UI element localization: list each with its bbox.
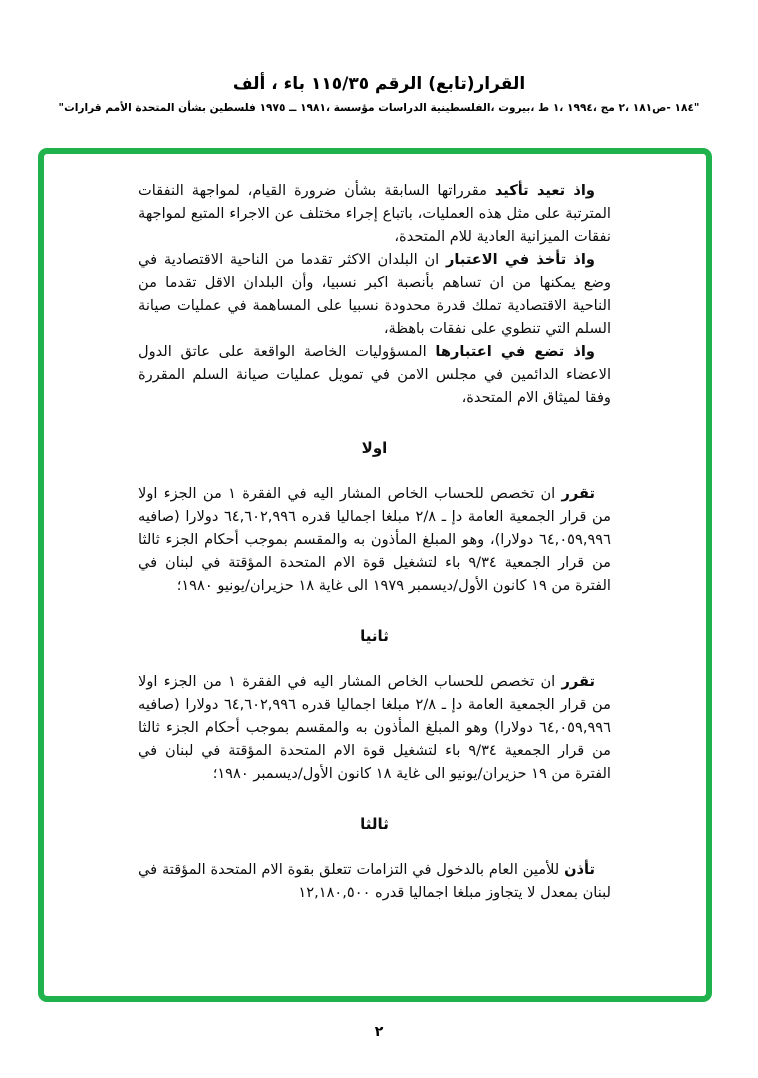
section-heading-second: ثانيا — [360, 627, 389, 645]
source-citation: "قرارات الأمم المتحدة بشأن فلسطين ١٩٧٥ ــ ١٩٨١، مؤسسة الدراسات الفلسطينية، بيروت، ط ١، ١٩٩٤، مج ٢، ص١٨١- ١٨٤" — [58, 102, 700, 114]
paragraph-lead: واذ تضع في اعتبارها — [435, 343, 595, 360]
operative-paragraph — [138, 482, 611, 597]
green-frame — [38, 148, 712, 1002]
paragraph-lead: تأذن — [564, 861, 595, 878]
paragraph-text: للأمين العام بالدخول في التزامات تتعلق بقوة الام المتحدة المؤقتة في لبنان بمعدل لا يتجاوز مبلغا اجماليا قدره ١٢,١٨٠,٥٠٠ — [138, 861, 611, 901]
resolution-body — [44, 154, 706, 904]
paragraph-text: المسؤوليات الخاصة الواقعة على عاتق الدول الاعضاء الدائمين في مجلس الامن في تمويل عمليات صيانة السلم المقررة وفقا لميثاق الام المتحدة، — [138, 343, 611, 406]
operative-paragraph — [138, 670, 611, 785]
paragraph-lead: واذ تعيد تأكيد — [494, 182, 595, 199]
paragraph-text: مقرراتها السابقة بشأن ضرورة القيام، لمواجهة النفقات المترتبة على مثل هذه العمليات، باتباع إجراء مختلف عن الاجراء المتبع لمواجهة نفقات الميزانية العادية للام المتحدة، — [138, 182, 611, 245]
paragraph-text: ان تخصص للحساب الخاص المشار اليه في الفقرة ١ من الجزء اولا من قرار الجمعية العامة دإ ـ ٢/٨ مبلغا اجماليا قدره ٦٤,٦٠٢,٩٩٦ دولارا (صافيه ٦٤,٠٥٩,٩٩٦ دولارا) وهو المبلغ المأذون به والمقسم بموجب أحكام الجزء ثالثا من قرار الجمعية ٩/٣٤ باء لتشغيل قوة الام المتحدة المؤقتة في لبنان في الفترة من ١٩ حزيران/يونيو الى غاية ١٨ كانون الأول/ديسمبر ١٩٨٠؛ — [138, 673, 611, 782]
page-title: ألف ، باء ١١٥/٣٥ الرقم (تابع)‎القرار — [232, 74, 526, 94]
preamble-paragraph — [138, 179, 611, 248]
section-heading-first: اولا — [361, 439, 388, 457]
section-heading-third: ثالثا — [360, 815, 389, 833]
paragraph-text: ان تخصص للحساب الخاص المشار اليه في الفقرة ١ من الجزء اولا من قرار الجمعية العامة دإ ـ ٢/٨ مبلغا اجماليا قدره ٦٤,٦٠٢,٩٩٦ دولارا (صافيه ٦٤,٠٥٩,٩٩٦ دولارا)، وهو المبلغ المأذون به والمقسم بموجب أحكام الجزء ثالثا من قرار الجمعية ٩/٣٤ باء لتشغيل قوة الام المتحدة المؤقتة في لبنان في الفترة من ١٩ كانون الأول/ديسمبر ١٩٧٩ الى غاية ١٨ حزيران/يونيو ١٩٨٠؛ — [138, 485, 611, 594]
paragraph-lead: تقرر — [561, 485, 595, 502]
paragraph-text: ان البلدان الاكثر تقدما من الناحية الاقتصادية في وضع يمكنها من ان تساهم بأنصبة اكبر نسبيا، وأن البلدان الاقل تقدما من الناحية الاقتصادية تملك قدرة محدودة نسبيا على المساهمة في عمليات صيانة السلم التي تنطوي على نفقات باهظة، — [138, 251, 611, 337]
paragraph-lead: واذ تأخذ في الاعتبار — [446, 251, 595, 268]
preamble-paragraph — [138, 248, 611, 340]
preamble-paragraph — [138, 340, 611, 409]
page-number: ٢ — [374, 1024, 384, 1040]
paragraph-lead: تقرر — [561, 673, 595, 690]
operative-paragraph — [138, 858, 611, 904]
